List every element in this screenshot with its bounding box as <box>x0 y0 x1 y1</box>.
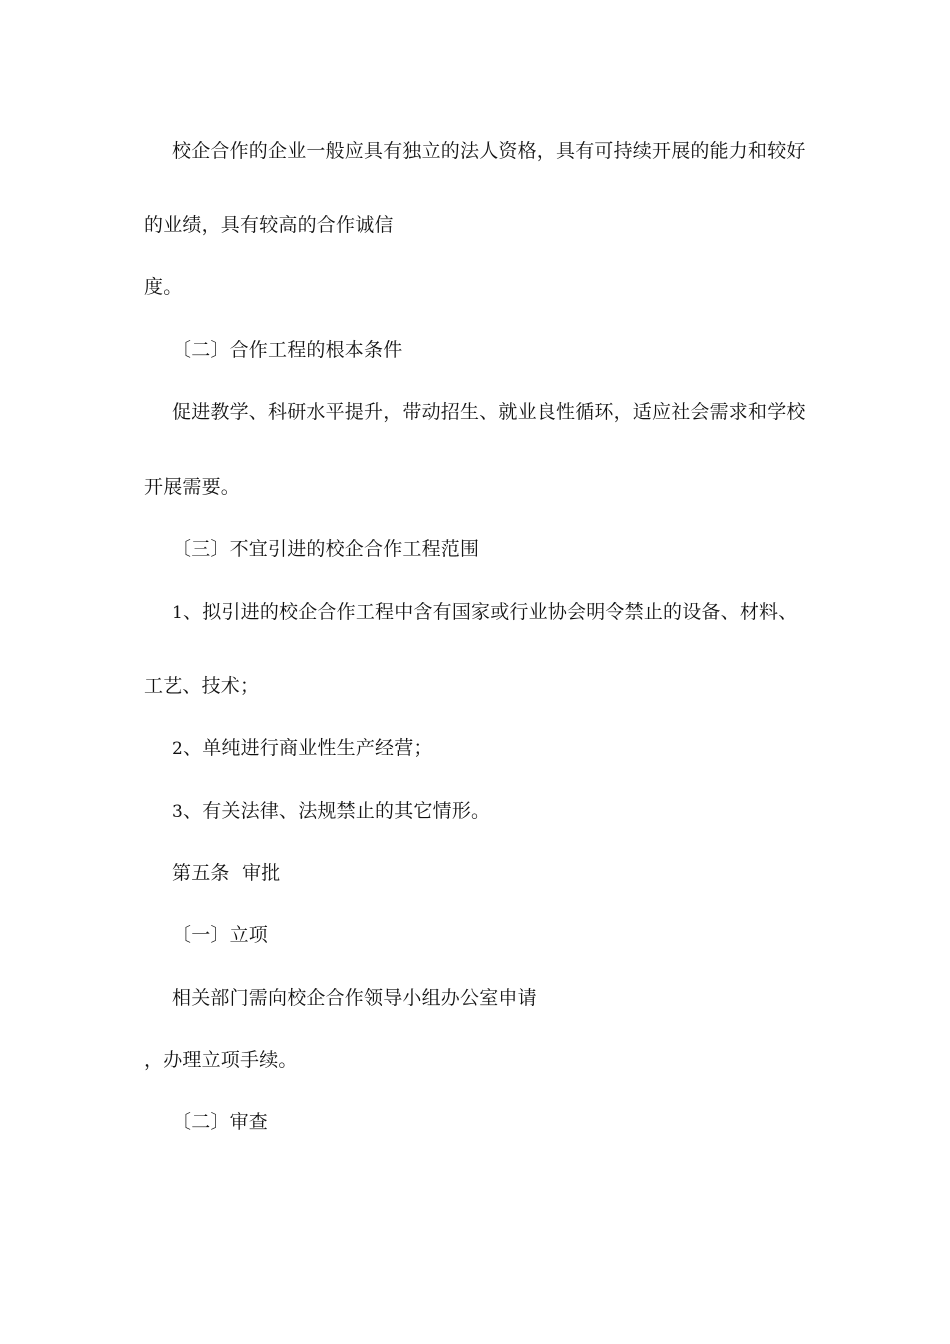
section-heading-basic-conditions: 〔二〕合作工程的根本条件 <box>172 339 403 361</box>
paragraph-basic-conditions-cont: 开展需要。 <box>144 476 241 498</box>
list-number-1: 1 <box>172 603 184 623</box>
paragraph-project-setup-cont: ，办理立项手续。 <box>144 1049 298 1071</box>
paragraph-project-setup: 相关部门需向校企合作领导小组办公室申请 <box>172 987 537 1009</box>
section-heading-review: 〔二〕审查 <box>172 1111 269 1133</box>
section-heading-excluded-scope: 〔三〕不宜引进的校企合作工程范围 <box>172 538 480 560</box>
article-heading-approval: 第五条 审批 <box>172 862 281 884</box>
list-item-1: 1、拟引进的校企合作工程中含有国家或行业协会明令禁止的设备、材料、 <box>172 601 798 623</box>
paragraph-basic-conditions: 促进教学、科研水平提升，带动招生、就业良性循环，适应社会需求和学校 <box>172 401 806 423</box>
paragraph-enterprise-qualification-cont: 的业绩，具有较高的合作诚信 <box>144 214 394 236</box>
paragraph-enterprise-qualification: 校企合作的企业一般应具有独立的法人资格，具有可持续开展的能力和较好 <box>172 140 806 162</box>
paragraph-enterprise-qualification-end: 度。 <box>144 276 183 298</box>
list-item-3: 3、有关法律、法规禁止的其它情形。 <box>172 800 491 822</box>
list-number-2: 2 <box>172 739 184 759</box>
list-item-2: 2、单纯进行商业性生产经营； <box>172 737 433 759</box>
list-item-1-cont: 工艺、技术； <box>144 675 260 697</box>
list-number-3: 3 <box>172 802 184 822</box>
section-heading-project-setup: 〔一〕立项 <box>172 924 269 946</box>
